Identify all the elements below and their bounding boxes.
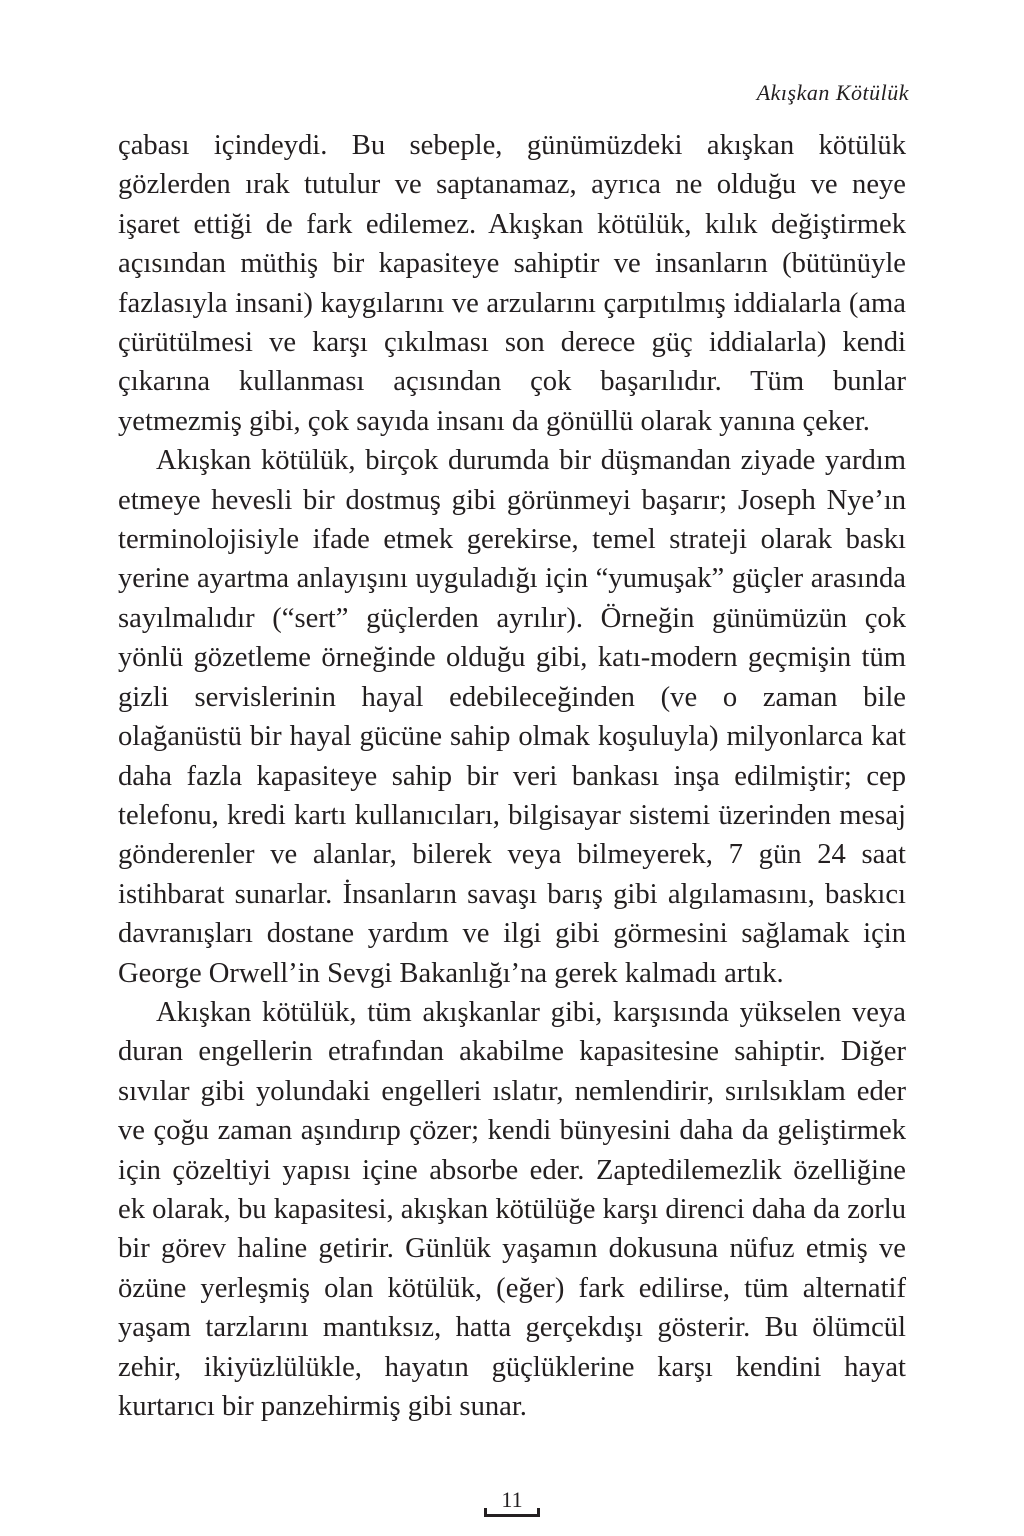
paragraph-soft-power: Akışkan kötülük, birçok durumda bir düşmandan ziyade yardım etmeye hevesli bir dostmuş gibi görünmeyi başarır; Joseph Nye’ın terminolojisiyle ifade etmek gerekirse, temel strateji olarak baskı yerine ayartma anlayışını uyguladığı için “yumuşak” güçler arasında sayılmalıdır (“sert” güçlerden ayrılır). Örneğin günümüzün çok yönlü gözetleme örneğinde olduğu gibi, katı-modern geçmişin tüm gizli servislerinin hayal edebileceğinden (ve o zaman bile olağanüstü bir hayal gücüne sahip olmak koşuluyla) milyonlarca kat daha fazla kapasiteye sahip bir veri bankası inşa edilmiştir; cep telefonu, kredi kartı kullanıcıları, bilgisayar sistemi üzerinden mesaj gönderenler ve alanlar, bilerek veya bilmeyerek, 7 gün 24 saat istihbarat sunarlar. İnsanların savaşı barış gibi algılamasını, baskıcı davranışları dostane yardım ve ilgi gibi görmesini sağlamak için George Orwell’in Sevgi Bakanlığı’na gerek kalmadı artık. (118, 445, 906, 989)
page-number-rule (484, 1514, 540, 1517)
paragraph-fluidity: Akışkan kötülük, tüm akışkanlar gibi, karşısında yükselen veya duran engellerin etrafından akabilme kapasitesine sahiptir. Diğer sıvılar gibi yolundaki engelleri ıslatır, nemlendirir, sırılsıklam eder ve çoğu zaman aşındırıp çözer; kendi bünyesini daha da geliştirmek için çözeltiyi yapısı içine absorbe eder. Zaptedilemezlik özelliğine ek olarak, bu kapasitesi, akışkan kötülüğe karşı direnci daha da zorlu bir görev haline getirir. Günlük yaşamın dokusuna nüfuz etmiş ve özüne yerleşmiş olan kötülük, (eğer) fark edilirse, tüm alternatif yaşam tarzlarını mantıksız, hatta gerçekdışı gösterir. Bu ölümcül zehir, ikiyüzlülükle, hayatın güçlüklerine karşı kendini hayat kurtarıcı bir panzehirmiş gibi sunar. (118, 996, 906, 1422)
paragraph-continuation: çabası içindeydi. Bu sebeple, günümüzdeki akışkan kötülük gözlerden ırak tutulur ve saptanamaz, ayrıca ne olduğu ve neye işaret ettiği de fark edilemez. Akışkan kötülük, kılık değiştirmek açısından müthiş bir kapasiteye sahiptir ve insanların (bütünüyle fazlasıyla insani) kaygılarını ve arzularını çarpıtılmış iddialarla (ama çürütülmesi ve karşı çıkılması son derece güç iddialarla) kendi çıkarına kullanması açısından çok başarılıdır. Tüm bunlar yetmezmiş gibi, çok sayıda insanı da gönüllü olarak yanına çeker. (118, 130, 906, 437)
body-text (118, 126, 906, 1426)
running-head-title: Akışkan Kötülük (756, 80, 909, 105)
page-number: 11 (501, 1487, 523, 1512)
page-number-block (484, 1488, 540, 1512)
